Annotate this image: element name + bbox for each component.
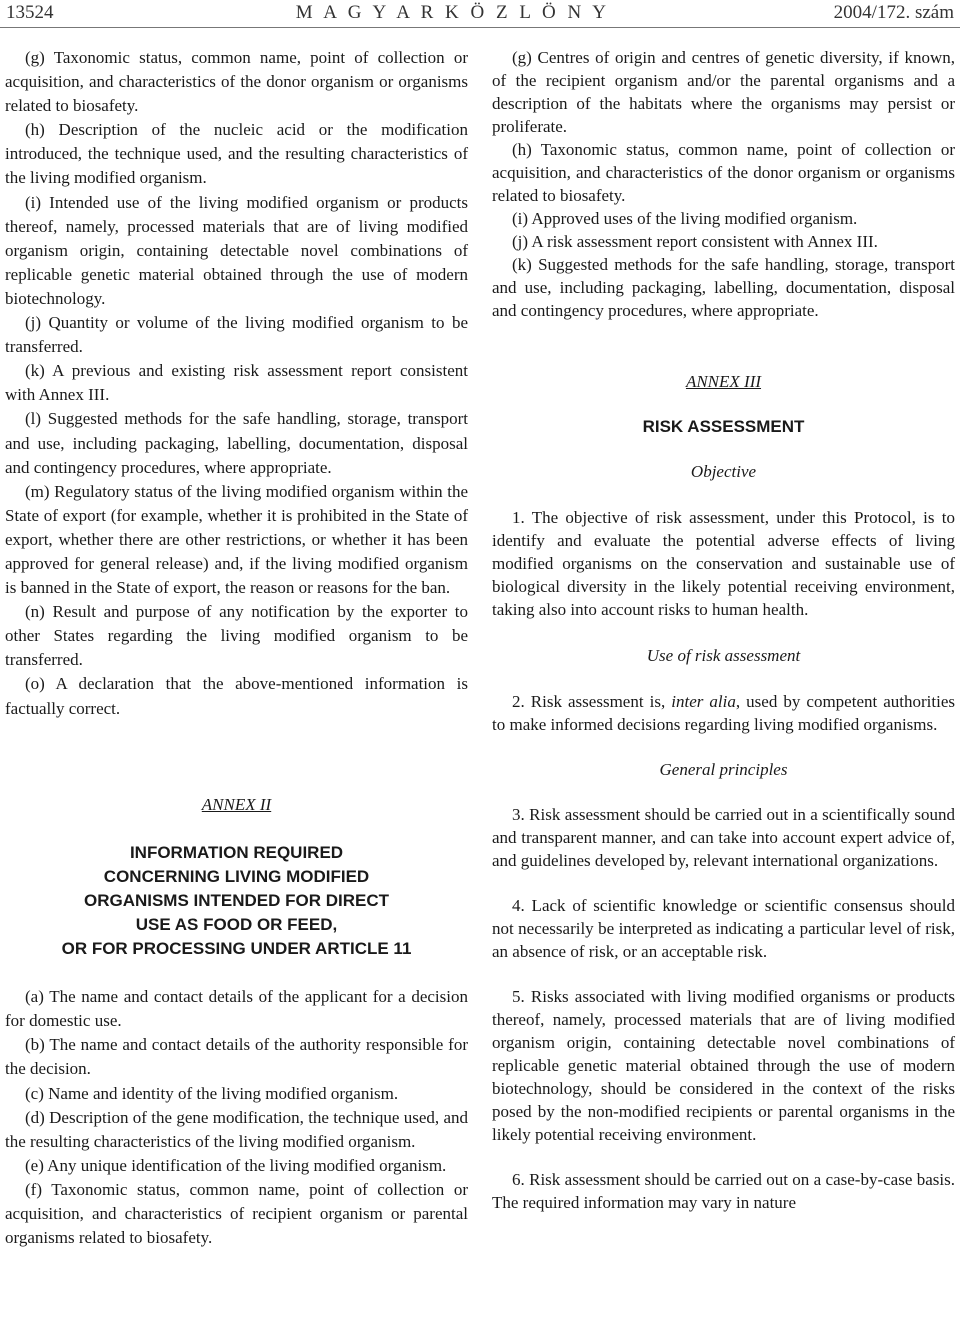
objective-heading: Objective <box>690 462 757 481</box>
use-heading: Use of risk assessment <box>646 646 801 665</box>
principle-6: 6. Risk assessment should be carried out on a case-by-case basis. The required information may vary in nature <box>492 1170 955 1212</box>
use-paragraph <box>492 690 955 736</box>
annex1-item-g: (g) Taxonomic status, common name, point of collection or acquisition, and characteristics of the donor organism or organisms related to biosafety. <box>5 48 468 116</box>
annex2-title-line: INFORMATION REQUIRED <box>129 842 344 862</box>
principle-5: 5. Risks associated with living modified organisms or products thereof, namely, processed materials that are of living modified organism origin, containing detectable novel combinations of replicable genetic material obtained through the use of modern biotechnology, should be considered in the context of the risks posed by the non-modified recipients or parental organisms in the likely potential receiving environment. <box>492 987 955 1144</box>
annex1-item-l: (l) Suggested methods for the safe handling, storage, transport and use, including packaging, labelling, documentation, disposal and contingency procedures, where appropriate. <box>5 409 468 477</box>
use-paragraph-start: 2. Risk assessment is, <box>512 692 672 711</box>
annex2-title-line: USE AS FOOD OR FEED, <box>135 915 338 934</box>
annex1-item-j: (j) Quantity or volume of the living modified organism to be transferred. <box>5 313 468 357</box>
use-paragraph-italic: inter alia <box>671 692 736 711</box>
annex2-item-g: (g) Centres of origin and centres of genetic diversity, if known, of the recipient organism and/or the parental organisms and a description of the habitats where the organisms may persist or proliferate. <box>492 48 955 136</box>
annex2-title-line: CONCERNING LIVING MODIFIED <box>103 866 370 886</box>
annex2-title <box>5 841 468 961</box>
annex2-label: ANNEX II <box>201 794 272 814</box>
annex2-item-c: (c) Name and identity of the living modified organism. <box>25 1083 399 1103</box>
annex1-item-k: (k) A previous and existing risk assessment report consistent with Annex III. <box>5 361 468 405</box>
principle-3: 3. Risk assessment should be carried out in a scientifically sound and transparent manner, and can take into account expert advice of, and guidelines developed by, relevant international organizations. <box>492 805 955 870</box>
journal-title: M A G Y A R K Ö Z L Ö N Y <box>295 2 610 23</box>
annex2-item-k: (k) Suggested methods for the safe handling, storage, transport and use, including packaging, labelling, documentation, disposal and contingency procedures, where appropriate. <box>492 255 955 320</box>
annex2-item-h: (h) Taxonomic status, common name, point of collection or acquisition, and characteristics of the donor organism or organisms related to biosafety. <box>492 140 955 205</box>
annex1-item-h: (h) Description of the nucleic acid or the modification introduced, the technique used, and the resulting characteristics of the living modified organism. <box>5 120 468 188</box>
annex3-title: RISK ASSESSMENT <box>642 417 805 436</box>
header-rule <box>0 27 960 28</box>
annex3-label: ANNEX III <box>685 372 762 391</box>
annex2-title-line: ORGANISMS INTENDED FOR DIRECT <box>83 890 390 910</box>
annex2-item-a: (a) The name and contact details of the applicant for a decision for domestic use. <box>5 987 468 1031</box>
annex2-item-j: (j) A risk assessment report consistent with Annex III. <box>512 232 878 251</box>
page-number: 13524 <box>6 2 54 23</box>
use-paragraph-end: , used by competent authorities to make informed decisions regarding living modified organisms. <box>492 692 956 734</box>
annex2-item-f: (f) Taxonomic status, common name, point of collection or acquisition, and characteristics of recipient organism or parental organisms related to biosafety. <box>5 1179 468 1248</box>
annex1-item-o: (o) A declaration that the above-mentioned information is factually correct. <box>5 674 468 718</box>
page-header <box>6 1 954 25</box>
annex2-item-i: (i) Approved uses of the living modified organism. <box>512 209 858 228</box>
principle-4: 4. Lack of scientific knowledge or scientific consensus should not necessarily be interpreted as indicating a particular level of risk, an absence of risk, or an acceptable risk. <box>492 896 955 961</box>
annex2-item-d: (d) Description of the gene modification, the technique used, and the resulting characteristics of the living modified organism. <box>5 1107 468 1151</box>
general-principles-heading: General principles <box>659 760 788 779</box>
annex1-item-i: (i) Intended use of the living modified organism or products thereof, namely, processed materials that are of living modified organism origin, containing detectable novel combinations of replicable genetic material obtained through the use of modern biotechnology. <box>5 192 468 308</box>
annex2-title-line: OR FOR PROCESSING UNDER ARTICLE 11 <box>61 939 412 959</box>
annex1-item-m: (m) Regulatory status of the living modified organism within the State of export (for example, whether it is prohibited in the State of export, whether there are other restrictions, or whether it has been approved for general release) and, if the living modified organism is banned in the State of export, the reason or reasons for the ban. <box>5 481 468 598</box>
annex2-item-e: (e) Any unique identification of the living modified organism. <box>25 1155 447 1175</box>
annex2-item-b: (b) The name and contact details of the authority responsible for the decision. <box>5 1035 468 1079</box>
annex1-item-n: (n) Result and purpose of any notification by the exporter to other States regarding the living modified organism to be transferred. <box>5 602 468 670</box>
objective-paragraph: 1. The objective of risk assessment, under this Protocol, is to identify and evaluate the potential adverse effects of living modified organisms on the conservation and sustainable use of biological diversity in the likely potential receiving environment, taking also into account risks to human health. <box>492 508 955 619</box>
issue-number: 2004/172. szám <box>833 2 954 23</box>
right-column <box>492 46 955 1214</box>
left-column <box>5 46 468 1250</box>
